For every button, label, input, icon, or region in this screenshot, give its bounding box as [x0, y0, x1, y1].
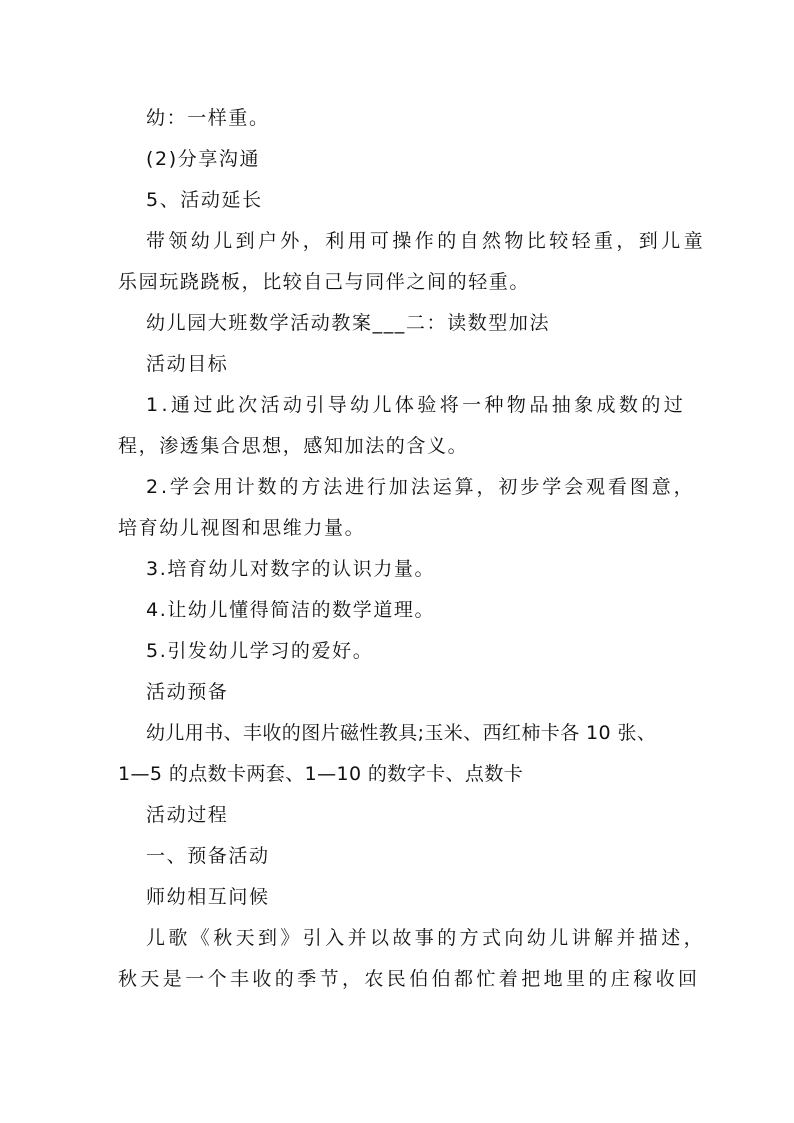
paragraph-line: 幼儿用书、丰收的图片磁性教具;玉米、西红柿卡各 10 张、: [146, 722, 657, 744]
list-item-continuation: 程，渗透集合思想，感知加法的含义。: [118, 435, 469, 457]
text-line: (2)分享沟通: [146, 148, 261, 170]
list-item: 5.引发幼儿学习的爱好。: [146, 640, 374, 662]
section-heading: 活动目标: [146, 353, 229, 375]
text-line: 幼：一样重。: [146, 107, 270, 129]
paragraph-line: 儿歌《秋天到》引入并以故事的方式向幼儿讲解并描述，: [146, 927, 707, 949]
section-heading: 活动预备: [146, 681, 229, 703]
paragraph-line: 带领幼儿到户外，利用可操作的自然物比较轻重，到儿童: [146, 230, 707, 252]
list-item: 3.培育幼儿对数字的认识力量。: [146, 558, 436, 580]
paragraph-line: 秋天是一个丰收的季节，农民伯伯都忙着把地里的庄稼收回: [118, 968, 701, 990]
subsection-heading: 一、预备活动: [146, 845, 270, 867]
list-item-continuation: 培育幼儿视图和思维力量。: [118, 517, 366, 539]
list-item: 4.让幼儿懂得简洁的数学道理。: [146, 599, 436, 621]
text-line: 师幼相互问候: [146, 886, 270, 908]
list-item: 2.学会用计数的方法进行加法运算，初步学会观看图意，: [146, 476, 696, 498]
document-body: [118, 98, 707, 1000]
paragraph-line: 1—5 的点数卡两套、1—10 的数字卡、点数卡: [118, 763, 524, 785]
list-item: 1.通过此次活动引导幼儿体验将一种物品抽象成数的过: [146, 394, 687, 416]
section-title: 幼儿园大班数学活动教案___二：读数型加法: [146, 312, 551, 334]
section-heading: 5、活动延长: [146, 189, 263, 211]
paragraph-line: 乐园玩跷跷板，比较自己与同伴之间的轻重。: [118, 271, 531, 293]
section-heading: 活动过程: [146, 804, 229, 826]
